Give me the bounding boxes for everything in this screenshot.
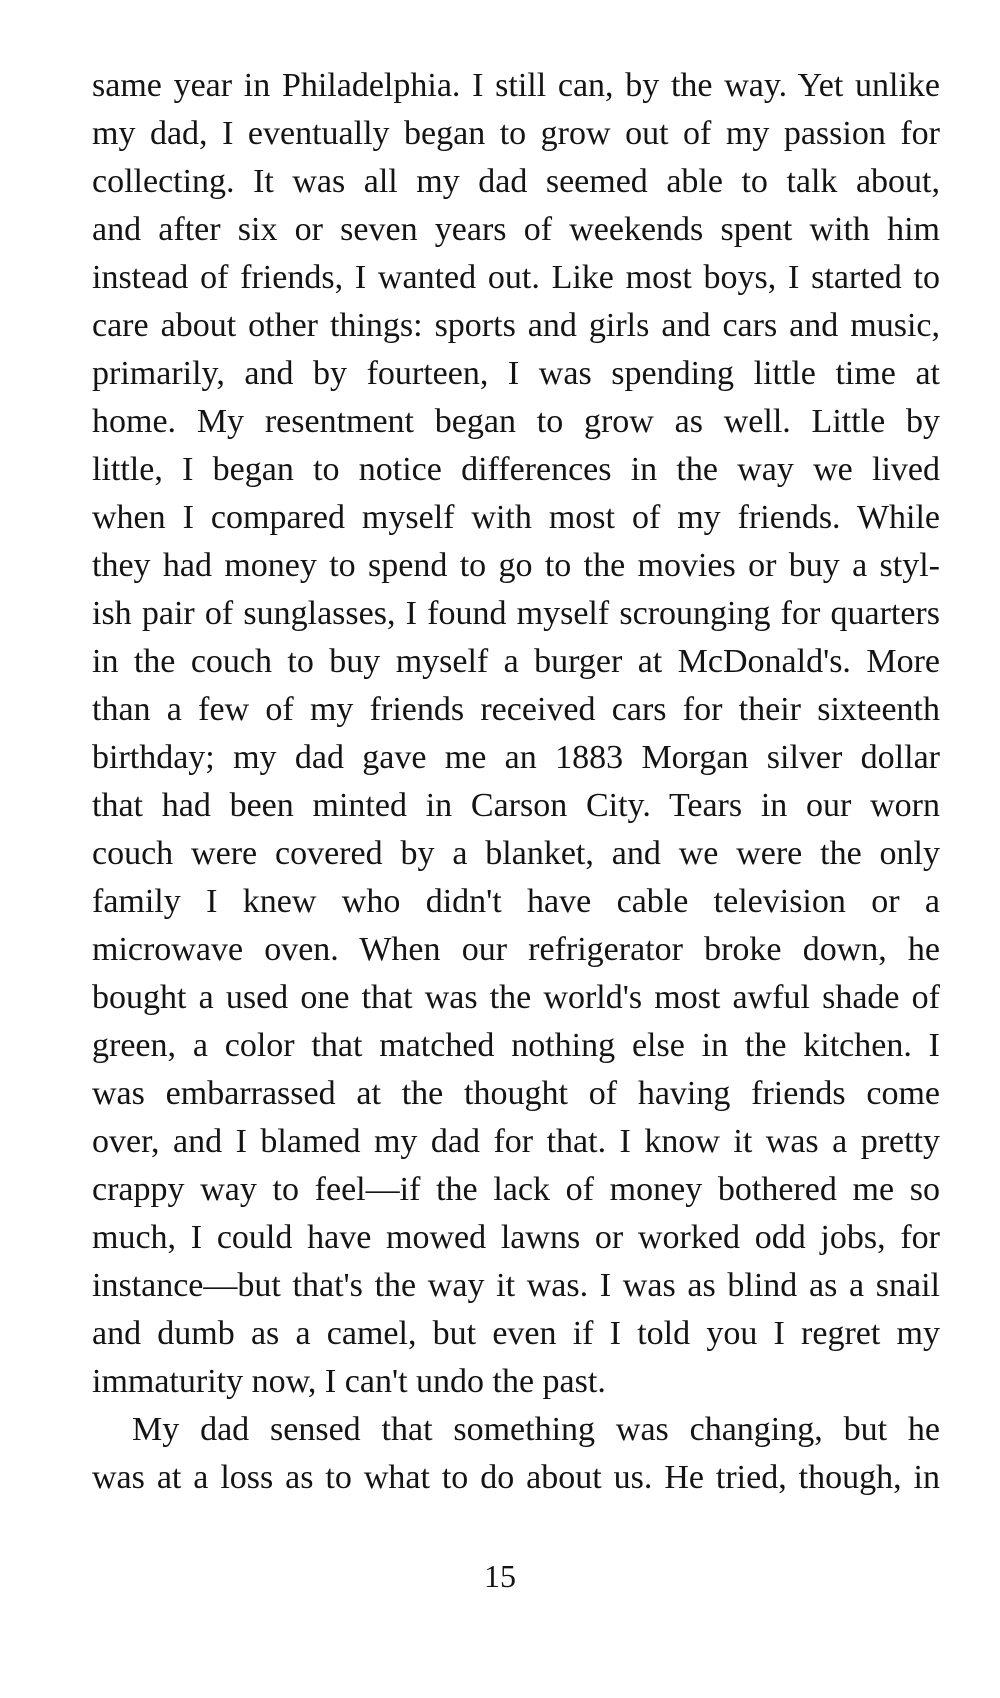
- text-line: My dad sensed that something was changing, but he: [132, 1411, 940, 1448]
- text-line: my dad, I eventually began to grow out of my passion for: [92, 115, 940, 152]
- text-line: microwave oven. When our refrigerator broke down, he: [92, 931, 940, 968]
- text-line: couch were covered by a blanket, and we were the only: [92, 835, 940, 872]
- text-line: immaturity now, I can't undo the past.: [92, 1363, 606, 1400]
- text-line: they had money to spend to go to the movies or buy a styl-: [92, 547, 940, 584]
- text-line: instead of friends, I wanted out. Like most boys, I started to: [92, 259, 940, 296]
- text-line: ish pair of sunglasses, I found myself scrounging for quarters: [92, 595, 940, 632]
- text-line: home. My resentment began to grow as well. Little by: [92, 403, 940, 440]
- text-line: and after six or seven years of weekends spent with him: [92, 211, 940, 248]
- text-line: bought a used one that was the world's most awful shade of: [92, 979, 940, 1016]
- text-line: same year in Philadelphia. I still can, by the way. Yet unlike: [92, 67, 940, 104]
- text-line: than a few of my friends received cars for their sixteenth: [92, 691, 940, 728]
- body-text: [92, 62, 940, 1502]
- text-line: crappy way to feel—if the lack of money bothered me so: [92, 1171, 940, 1208]
- page-number: 15: [484, 1558, 516, 1594]
- text-line: over, and I blamed my dad for that. I know it was a pretty: [92, 1123, 940, 1160]
- text-line: care about other things: sports and girls and cars and music,: [92, 307, 940, 344]
- text-line: birthday; my dad gave me an 1883 Morgan silver dollar: [92, 739, 940, 776]
- text-line: instance—but that's the way it was. I was as blind as a snail: [92, 1267, 940, 1304]
- text-line: when I compared myself with most of my friends. While: [92, 499, 940, 536]
- text-line: primarily, and by fourteen, I was spending little time at: [92, 355, 940, 392]
- text-line: in the couch to buy myself a burger at McDonald's. More: [92, 643, 940, 680]
- text-line: that had been minted in Carson City. Tears in our worn: [92, 787, 940, 824]
- text-line: much, I could have mowed lawns or worked odd jobs, for: [92, 1219, 940, 1256]
- text-line: was embarrassed at the thought of having friends come: [92, 1075, 940, 1112]
- text-line: green, a color that matched nothing else in the kitchen. I: [92, 1027, 940, 1064]
- text-line: little, I began to notice differences in the way we lived: [92, 451, 940, 488]
- text-line: was at a loss as to what to do about us. He tried, though, in: [92, 1459, 940, 1496]
- text-line: and dumb as a camel, but even if I told you I regret my: [92, 1315, 940, 1352]
- text-line: collecting. It was all my dad seemed able to talk about,: [92, 163, 940, 200]
- text-line: family I knew who didn't have cable television or a: [92, 883, 940, 920]
